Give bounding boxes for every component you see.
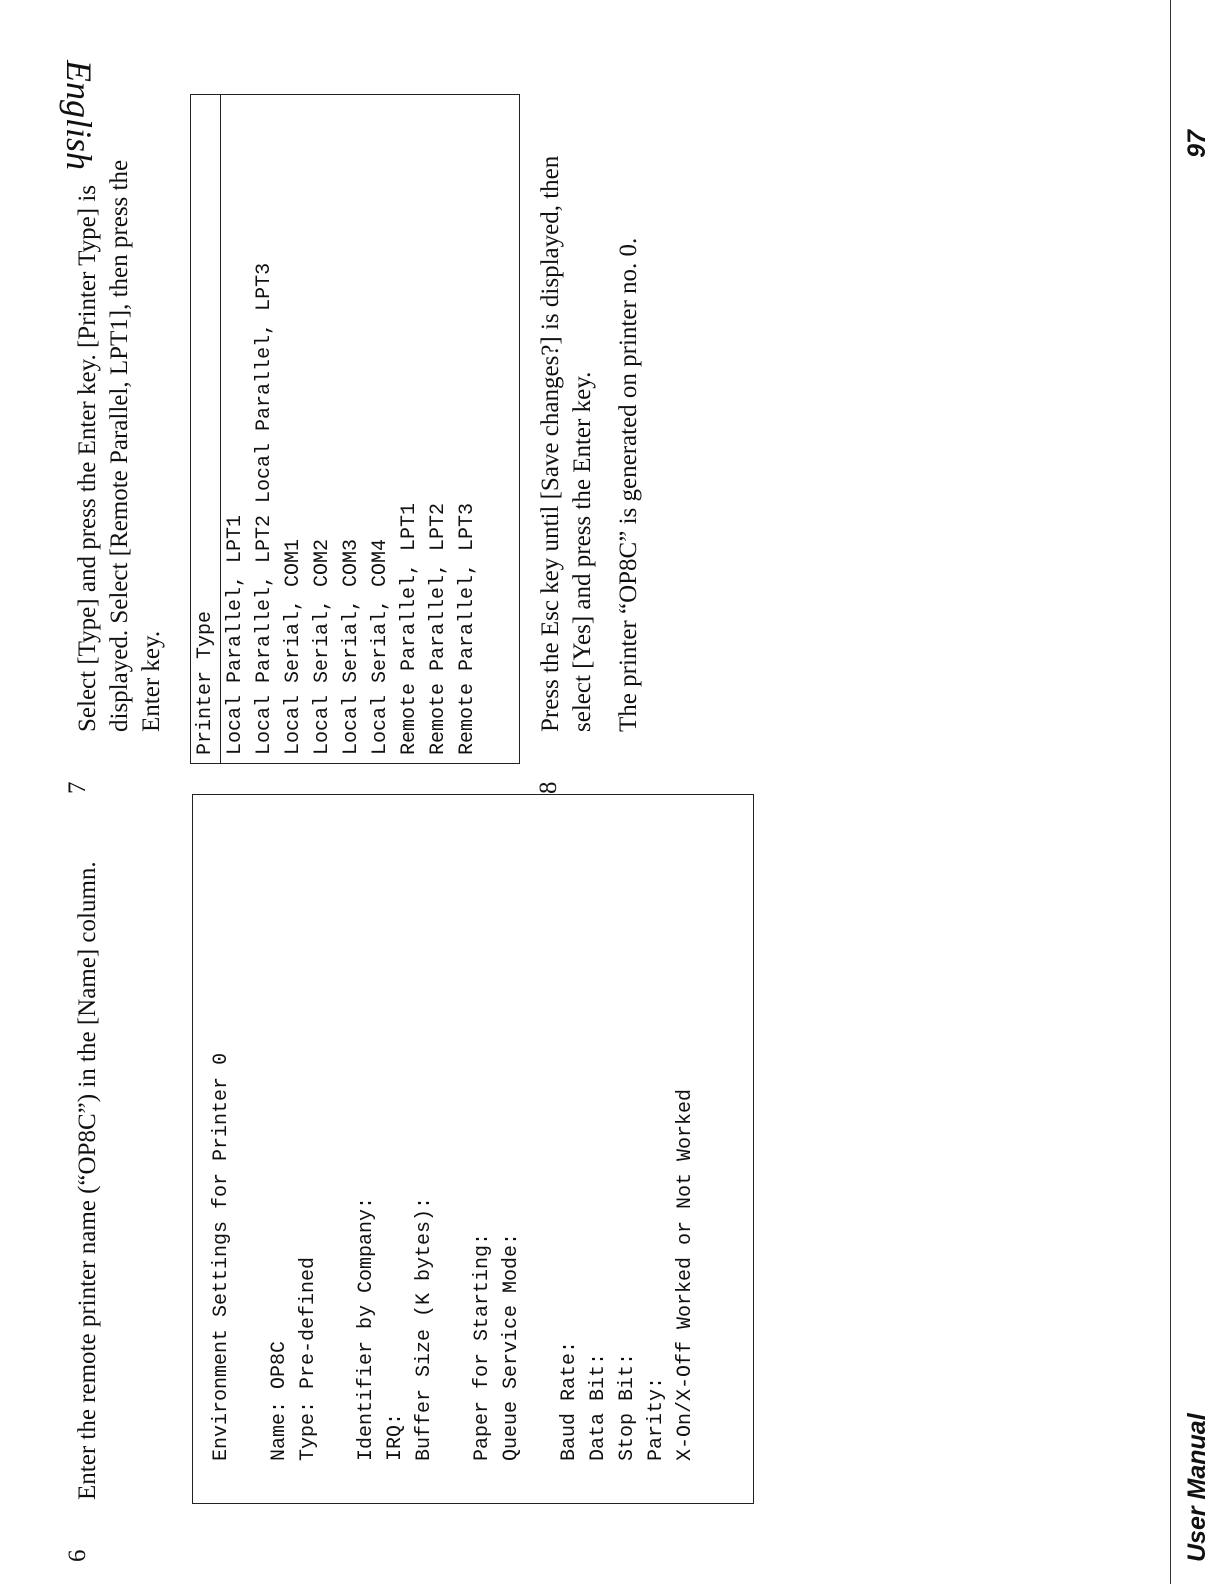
printer-type-option[interactable]: Local Parallel, LPT2 Local Parallel, LPT3 <box>253 262 276 755</box>
printer-type-title: Printer Type <box>194 610 217 755</box>
step-8-instruction: Press the Esc key until [Save changes?] is displayed, then select [Yes] and press the Enter key. <box>537 155 596 732</box>
printer-type-option[interactable]: Remote Parallel, LPT3 <box>456 502 479 755</box>
footer-title: User Manual <box>1183 1413 1211 1562</box>
paper-field-label: Paper for Starting: <box>471 1232 494 1461</box>
step-7-number: 7 <box>64 781 91 794</box>
printer-type-option[interactable]: Remote Parallel, LPT2 <box>427 502 450 755</box>
xon-xoff-field-label: X-On/X-Off Worked or Not Worked <box>674 1088 697 1461</box>
step-7-instruction: Select [Type] and press the Enter key. [Printer Type] is displayed. Select [Remote Parallel, LPT1], then press the Enter key. <box>74 159 165 732</box>
baud-rate-field-label: Baud Rate: <box>558 1340 581 1461</box>
printer-type-option-selected[interactable]: Remote Parallel, LPT1 <box>398 502 421 755</box>
printer-type-option[interactable]: Local Parallel, LPT1 <box>224 514 247 755</box>
queue-mode-field-label: Queue Service Mode: <box>500 1232 523 1461</box>
environment-settings-screen <box>192 794 754 1504</box>
stop-bit-field-label: Stop Bit: <box>616 1352 639 1461</box>
step-8-note: The printer “OP8C” is generated on printer no. 0. <box>615 237 642 732</box>
printer-type-header <box>191 95 221 763</box>
language-label: English <box>59 60 99 171</box>
step-6-number: 6 <box>64 1549 91 1562</box>
step-6-text <box>72 820 118 1500</box>
irq-field-label: IRQ: <box>384 1412 407 1461</box>
environment-settings-title: Environment Settings for Printer 0 <box>210 1052 233 1461</box>
step-7-text <box>72 122 182 732</box>
step-8-number: 8 <box>535 781 562 794</box>
type-field-label: Type: Pre-defined <box>297 1256 320 1461</box>
printer-type-option[interactable]: Local Serial, COM1 <box>282 538 305 755</box>
data-bit-field-label: Data Bit: <box>587 1352 610 1461</box>
parity-field-label: Parity: <box>645 1376 668 1461</box>
printer-type-option[interactable]: Local Serial, COM4 <box>369 538 392 755</box>
buffer-size-field-label: Buffer Size (K bytes): <box>413 1196 436 1461</box>
identifier-field-label: Identifier by Company: <box>355 1196 378 1461</box>
printer-type-options <box>221 95 482 763</box>
printer-type-option[interactable]: Local Serial, COM2 <box>311 538 334 755</box>
step-8-text <box>535 122 659 732</box>
step-6-instruction: Enter the remote printer name (“OP8C”) in the [Name] column. <box>74 861 101 1500</box>
printer-type-screen <box>190 94 520 764</box>
name-field-label: Name: OP8C <box>268 1340 291 1461</box>
page-number: 97 <box>1183 130 1211 158</box>
printer-type-option[interactable]: Local Serial, COM3 <box>340 538 363 755</box>
footer-divider <box>1170 0 1171 1584</box>
